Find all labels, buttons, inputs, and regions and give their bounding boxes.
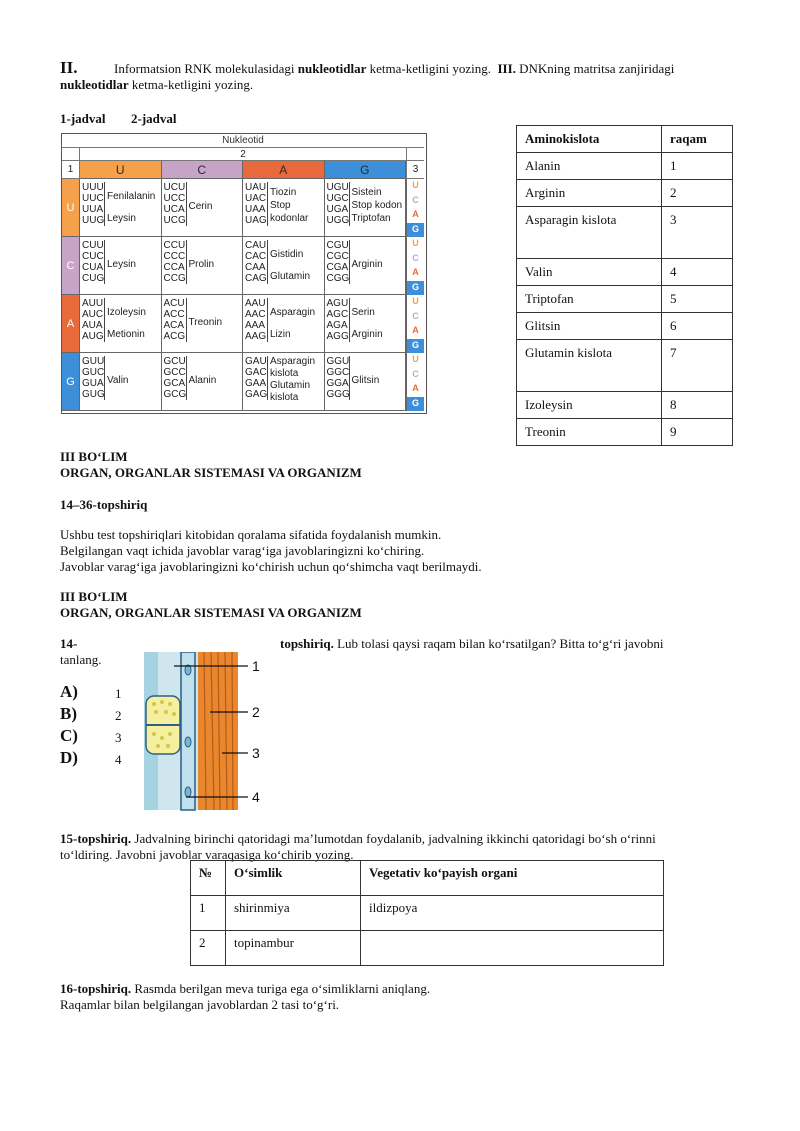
codon: UGA (326, 204, 349, 215)
amino-name: Valin (517, 259, 662, 286)
codon: CUU (82, 240, 104, 251)
codon: UUG (82, 215, 105, 226)
codon-block (325, 295, 407, 353)
q16-prompt (60, 981, 760, 1013)
q16-text: Rasmda berilgan meva turiga ega o‘simliklarni aniqlang. (134, 981, 431, 996)
nucleus-2 (185, 737, 191, 747)
codon-third-u: U (406, 237, 424, 252)
task-iii-bold2: nukleotidlar (60, 77, 129, 92)
codon: GCC (163, 367, 186, 378)
amino-number: 3 (662, 207, 733, 259)
veg-row1-plant: shirinmiya (226, 896, 361, 931)
amino-label: Asparagin (270, 356, 316, 367)
codon: CGG (326, 273, 350, 284)
amino-number: 8 (662, 392, 733, 419)
amino-acid-table (516, 125, 733, 446)
codon: CUG (82, 273, 105, 284)
q14-number: 14- (60, 636, 78, 651)
codon-block (243, 237, 325, 295)
amino-head-name: Aminokislota (517, 126, 662, 153)
codon: AGA (326, 320, 348, 331)
codon-third-c: C (406, 194, 424, 209)
codon-block (162, 237, 244, 295)
codon-block (80, 179, 162, 237)
instruction-3: Javoblar varag‘iga javoblaringizni ko‘chirish uchun qo‘shimcha vaqt berilmaydi. (60, 559, 482, 574)
section2-subtitle: ORGAN, ORGANLAR SISTEMASI VA ORGANIZM (60, 605, 362, 620)
figure-label-3: 3 (252, 745, 260, 761)
amino-row (517, 207, 733, 259)
codon: GAC (245, 367, 267, 378)
codon-list (327, 356, 350, 400)
codon-list (164, 182, 187, 226)
codon: UAG (245, 215, 267, 226)
codon: UAA (245, 204, 266, 215)
codon-row-head-a: A (62, 295, 80, 353)
q15-text2: to‘ldiring. Javobni javoblar varaqasiga ko‘chirib yozing. (60, 847, 354, 862)
vegetative-table (190, 860, 664, 966)
option-value: 4 (115, 752, 122, 767)
q14-option-c[interactable] (60, 726, 140, 748)
amino-row (517, 259, 733, 286)
amino-row (517, 419, 733, 446)
q14-label: topshiriq. (280, 636, 334, 651)
codon-block (80, 353, 162, 411)
amino-label: Glutamin (270, 380, 311, 391)
amino-label: Triptofan (351, 213, 391, 224)
codon-block (325, 237, 407, 295)
section1-heading (60, 449, 362, 481)
codon: AAU (245, 298, 266, 309)
amino-number: 7 (662, 340, 733, 392)
codon-third-a: A (406, 266, 424, 281)
codon-list (327, 182, 350, 226)
codon-third-g: G (406, 397, 424, 412)
codon: GAA (245, 378, 267, 389)
codon: UUC (82, 193, 104, 204)
codon: UCG (163, 215, 186, 226)
task-ii-bold1: nukleotidlar (297, 61, 367, 76)
figure-label-4: 4 (252, 789, 260, 805)
codon: AGU (326, 298, 349, 309)
codon: UCA (163, 204, 185, 215)
task-ii-text2: ketma-ketligini yozing. (369, 61, 491, 76)
codon-third-a: A (406, 324, 424, 339)
figure-label-1: 1 (252, 658, 260, 674)
codon-block (162, 353, 244, 411)
codon-list (245, 240, 268, 284)
codon: UGG (326, 215, 350, 226)
codon: CCG (163, 273, 186, 284)
codon-list (164, 240, 187, 284)
codon-list (245, 356, 268, 400)
option-letter: A) (60, 682, 78, 701)
codon-col-head-g: G (325, 161, 407, 179)
q16-label: 16-topshiriq. (60, 981, 132, 996)
codon: GGG (326, 389, 350, 400)
q14-prompt (280, 636, 700, 652)
q14-option-a[interactable] (60, 682, 140, 704)
codon-third-u: U (406, 353, 424, 368)
codon: AGG (326, 331, 349, 342)
q14-option-b[interactable] (60, 704, 140, 726)
veg-head-num: № (191, 861, 226, 896)
plant-tissue-figure (144, 652, 274, 812)
amino-label: Arginin (351, 329, 383, 340)
task-iii-text3: DNKning matritsa zanjiridagi (519, 61, 675, 76)
codon: CAC (245, 251, 267, 262)
q16-text2: Raqamlar bilan belgilangan javoblardan 2 tasi to‘g‘ri. (60, 997, 340, 1012)
codon: AAG (245, 331, 267, 342)
amino-name: Treonin (517, 419, 662, 446)
amino-label: Sistein (351, 187, 382, 198)
codon: CUC (82, 251, 104, 262)
codon-block (80, 295, 162, 353)
codon: UAU (245, 182, 267, 193)
amino-name: Izoleysin (517, 392, 662, 419)
amino-label: Alanin (188, 375, 217, 386)
codon: GGC (326, 367, 350, 378)
codon-list (327, 240, 350, 284)
instruction-2: Belgilangan vaqt ichida javoblar varag‘iga javoblaringizni ko‘chiring. (60, 543, 425, 558)
codon: GUU (82, 356, 105, 367)
amino-label: Cerin (188, 201, 213, 212)
codon-list (82, 182, 105, 226)
codon: CAA (245, 262, 266, 273)
codon-block (162, 295, 244, 353)
codon: GUG (82, 389, 105, 400)
amino-label: Izoleysin (107, 307, 146, 318)
amino-number: 5 (662, 286, 733, 313)
codon-third-c: C (406, 368, 424, 383)
task-ii-paragraph (60, 60, 760, 93)
codon: UCU (163, 182, 186, 193)
amino-label: Asparagin (270, 307, 316, 318)
amino-label: kislota (270, 368, 299, 379)
codon: CUA (82, 262, 104, 273)
figure-label-2: 2 (252, 704, 260, 720)
codon-row-head-c: C (62, 237, 80, 295)
codon: GUC (82, 367, 105, 378)
codon-third-u: U (406, 295, 424, 310)
veg-head-organ: Vegetativ ko‘payish organi (361, 861, 664, 896)
codon: ACA (163, 320, 185, 331)
amino-number: 9 (662, 419, 733, 446)
codon: AUU (82, 298, 104, 309)
codon: ACU (163, 298, 185, 309)
codon-block (162, 179, 244, 237)
amino-label: Lizin (270, 329, 291, 340)
amino-label: Serin (351, 307, 375, 318)
codon: CGA (326, 262, 349, 273)
codon: GGA (326, 378, 349, 389)
codon: AAC (245, 309, 266, 320)
codon: CCU (163, 240, 186, 251)
codon: CCA (163, 262, 185, 273)
codon: UUA (82, 204, 104, 215)
codon-row-head-u: U (62, 179, 80, 237)
codon: CGC (326, 251, 349, 262)
amino-label: kodonlar (270, 213, 309, 224)
amino-name: Arginin (517, 180, 662, 207)
veg-row2-organ-blank[interactable] (361, 931, 664, 966)
codon-list (245, 182, 268, 226)
instruction-1: Ushbu test topshiriqlari kitobidan qoralama sifatida foydalanish mumkin. (60, 527, 442, 542)
codon: GUA (82, 378, 104, 389)
amino-name: Alanin (517, 153, 662, 180)
task-ii-numeral: II. (60, 58, 78, 77)
amino-name: Triptofan (517, 286, 662, 313)
amino-label: Treonin (188, 317, 223, 328)
codon-block (325, 179, 407, 237)
codon-third-c: C (406, 252, 424, 267)
amino-number: 4 (662, 259, 733, 286)
codon: UAC (245, 193, 267, 204)
codon-list (82, 356, 105, 400)
codon-table-num2: 2 (80, 148, 406, 161)
amino-row (517, 180, 733, 207)
codon: AUC (82, 309, 104, 320)
amino-label: Valin (107, 375, 129, 386)
codon: ACG (163, 331, 186, 342)
codon-list (164, 356, 187, 400)
section2-title: III BO‘LIM (60, 589, 128, 604)
codon: AAA (245, 320, 266, 331)
codon-third-g: G (406, 339, 424, 354)
q15-text: Jadvalning birinchi qatoridagi ma’lumotdan foydalanib, jadvalning ikkinchi qatoridagi bo‘sh o‘rinni (134, 831, 656, 846)
veg-head-plant: O‘simlik (226, 861, 361, 896)
q15-label: 15-topshiriq. (60, 831, 132, 846)
amino-label: Tiozin (270, 187, 297, 198)
codon: GAG (245, 389, 268, 400)
codon-third-c: C (406, 310, 424, 325)
codon: CGU (326, 240, 349, 251)
option-letter: C) (60, 726, 78, 745)
codon-block (243, 295, 325, 353)
amino-head-number: raqam (662, 126, 733, 153)
option-letter: B) (60, 704, 77, 723)
amino-row (517, 340, 733, 392)
codon-block (243, 353, 325, 411)
codon: AGC (326, 309, 349, 320)
option-value: 2 (115, 708, 122, 723)
codon-table-corner-left (62, 148, 80, 161)
amino-label: Fenilalanin (107, 191, 156, 202)
codon: GGU (326, 356, 350, 367)
amino-label: Arginin (351, 259, 383, 270)
task-iii-numeral: III. (497, 61, 516, 76)
codon: UCC (163, 193, 186, 204)
section1-title: III BO‘LIM (60, 449, 128, 464)
codon-list (82, 240, 105, 284)
codon-block (80, 237, 162, 295)
q14-text2: tanlang. (60, 652, 102, 667)
amino-label: Metionin (107, 329, 145, 340)
codon: CAG (245, 273, 267, 284)
option-value: 1 (115, 686, 122, 701)
codon-third-a: A (406, 382, 424, 397)
companion-cell-column (181, 652, 195, 810)
codon: GCG (163, 389, 187, 400)
amino-label: Glutamin (270, 271, 311, 282)
amino-row (517, 286, 733, 313)
section2-heading (60, 589, 362, 621)
task-iii-text4: ketma-ketligini yozing. (131, 77, 254, 92)
amino-label: Leysin (107, 259, 136, 270)
codon-list (164, 298, 187, 342)
codon: UUU (82, 182, 104, 193)
codon: CCC (163, 251, 186, 262)
q15-prompt (60, 831, 760, 863)
codon-col-head-c: C (162, 161, 244, 179)
codon-list (327, 298, 350, 342)
codon-table (61, 133, 427, 414)
veg-row2-plant: topinambur (226, 931, 361, 966)
amino-label: Glitsin (351, 375, 380, 386)
codon-block (243, 179, 325, 237)
table-label-1: 1-jadval (60, 111, 106, 126)
section1-range: 14–36-topshiriq (60, 497, 148, 512)
codon-third-u: U (406, 179, 424, 194)
codon-list (82, 298, 105, 342)
amino-number: 2 (662, 180, 733, 207)
codon-table-num3: 3 (406, 161, 424, 179)
amino-row (517, 313, 733, 340)
codon: ACC (163, 309, 185, 320)
codon-row-head-g: G (62, 353, 80, 411)
codon-third-g: G (406, 281, 424, 296)
codon-table-title: Nukleotid (62, 134, 424, 148)
amino-label: Stop kodon (351, 200, 403, 211)
q14-option-d[interactable] (60, 748, 140, 770)
codon: UGC (326, 193, 349, 204)
amino-row (517, 392, 733, 419)
amino-number: 6 (662, 313, 733, 340)
amino-number: 1 (662, 153, 733, 180)
amino-label: Stop (270, 200, 291, 211)
nucleus-3 (185, 787, 191, 797)
amino-label: kislota (270, 392, 299, 403)
codon-col-head-u: U (80, 161, 162, 179)
amino-name: Asparagin kislota (517, 207, 662, 259)
option-value: 3 (115, 730, 122, 745)
amino-row (517, 153, 733, 180)
veg-row2-num: 2 (191, 931, 226, 966)
codon-table-corner-right (406, 148, 424, 161)
veg-row1-num: 1 (191, 896, 226, 931)
codon-table-num1: 1 (62, 161, 80, 179)
table-label-2: 2-jadval (131, 111, 177, 126)
codon: GCU (163, 356, 186, 367)
codon: GCA (163, 378, 186, 389)
codon-list (245, 298, 268, 342)
amino-label: Gistidin (270, 249, 304, 260)
codon: AUG (82, 331, 104, 342)
codon: CAU (245, 240, 267, 251)
veg-row1-organ: ildizpoya (361, 896, 664, 931)
task-ii-text1: Informatsion RNK molekulasidagi (113, 61, 295, 76)
instructions (60, 527, 482, 575)
codon-block (325, 353, 407, 411)
amino-label: Prolin (188, 259, 215, 270)
codon: AUA (82, 320, 103, 331)
codon-third-g: G (406, 223, 424, 238)
option-letter: D) (60, 748, 78, 767)
amino-name: Glitsin (517, 313, 662, 340)
amino-name: Glutamin kislota (517, 340, 662, 392)
codon: UGU (326, 182, 349, 193)
amino-label: Leysin (107, 213, 136, 224)
codon-col-head-a: A (243, 161, 325, 179)
codon: GAU (245, 356, 267, 367)
section1-subtitle: ORGAN, ORGANLAR SISTEMASI VA ORGANIZM (60, 465, 362, 480)
codon-third-a: A (406, 208, 424, 223)
q14-text: Lub tolasi qaysi raqam bilan ko‘rsatilgan? Bitta to‘g‘ri javobni (337, 636, 664, 651)
